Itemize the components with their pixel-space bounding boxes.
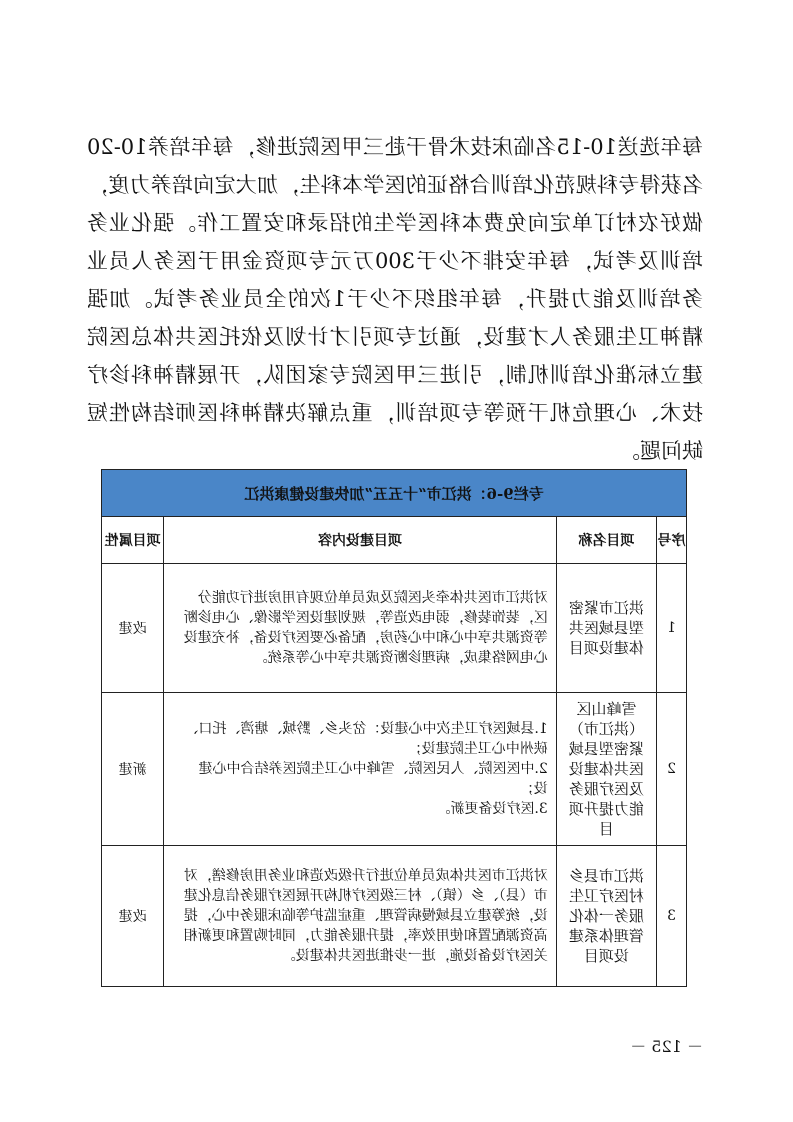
page-number: － 125 － bbox=[630, 1037, 703, 1056]
body-line: 每年选送10-15名临床技术骨干赴三甲医院进修，每年培养10-20 bbox=[87, 135, 703, 159]
header-content: 项目建设内容 bbox=[164, 517, 557, 564]
project-box-table bbox=[101, 469, 687, 987]
row-content bbox=[164, 693, 557, 846]
table-row bbox=[102, 846, 687, 987]
header-name: 项目名称 bbox=[556, 517, 656, 564]
header-seq: 序号 bbox=[656, 517, 686, 564]
table-row bbox=[102, 693, 687, 846]
row-name bbox=[556, 846, 656, 987]
row-name-text: 洪江市紧密型县域医共体建设项目 bbox=[568, 599, 644, 657]
row-name-text: 洪江市县乡村医疗卫生服务一体化管理体系建设项目 bbox=[568, 867, 644, 965]
row-content-text: 对洪江市医共体牵头医院及成员单位现有用房进行功能分区，装饰装修，弱电改造等，规划建设医学影像、心电诊断等资源共享中心和中心药房，配备必要医疗设备，补充建设心电网络集成，病理诊断资源共享中心等系统。 bbox=[183, 590, 548, 666]
body-line: 名获得专科规范化培训合格证的医学本科生，加大定向培养力度， bbox=[87, 173, 703, 197]
row-content bbox=[164, 846, 557, 987]
box-title: 专栏9-6：洪江市“十五五”加快建设健康洪江 bbox=[102, 470, 687, 517]
body-line: 培训及考试，每年安排不少于300万元专项资金用于医务人员业 bbox=[87, 249, 703, 273]
row-attr: 改建 bbox=[102, 846, 164, 987]
body-line: 技术、心理危机干预等专项培训，重点解决精神科医师结构性短 bbox=[87, 401, 703, 425]
body-line: 精神卫生服务人才建设，通过专项引才计划及依托医共体总医院 bbox=[87, 325, 703, 349]
row-attr: 改建 bbox=[102, 564, 164, 693]
body-line: 做好农村订单定向免费本科医学生的招录和安置工作。强化业务 bbox=[87, 211, 703, 235]
row-content bbox=[164, 564, 557, 693]
row-seq: 3 bbox=[656, 846, 686, 987]
body-line: 建立标准化培训机制，引进三甲医院专家团队，开展精神科诊疗 bbox=[87, 363, 703, 387]
body-line: 务培训及能力提升，每年组织不少于1次的全员业务考试。加强 bbox=[87, 287, 703, 311]
row-name-text: 雪峰山区（洪江市）紧密型县域医共体建设及医疗服务能力提升项目 bbox=[568, 700, 644, 838]
table-row bbox=[102, 564, 687, 693]
row-content-text: 对洪江市医共体成员单位进行升级改造和业务用房修缮，对市（县）、乡（镇）、村三级医疗机构开展医疗服务信息化建设，统筹建立县域慢病管理、重症监护等临床服务中心，提高资源配置和使用效率，提升服务能力，同时购置和更新相关医疗设备设施，进一步推进医共体建设。 bbox=[183, 868, 548, 964]
row-attr: 新建 bbox=[102, 693, 164, 846]
header-attr: 项目属性 bbox=[102, 517, 164, 564]
body-line: 缺问题。 bbox=[619, 439, 703, 463]
row-seq: 2 bbox=[656, 693, 686, 846]
body-paragraph bbox=[87, 128, 703, 470]
row-seq: 1 bbox=[656, 564, 686, 693]
row-content-text: 1.县域医疗卫生次中心建设：岔头乡、黔城、塘湾、托口、硖州中心卫生院建设； 2.中医医院、人民医院、雪峰中心卫生院医养结合中心建设； 3.医疗设备更新。 bbox=[184, 721, 548, 817]
row-name bbox=[556, 564, 656, 693]
row-name bbox=[556, 693, 656, 846]
